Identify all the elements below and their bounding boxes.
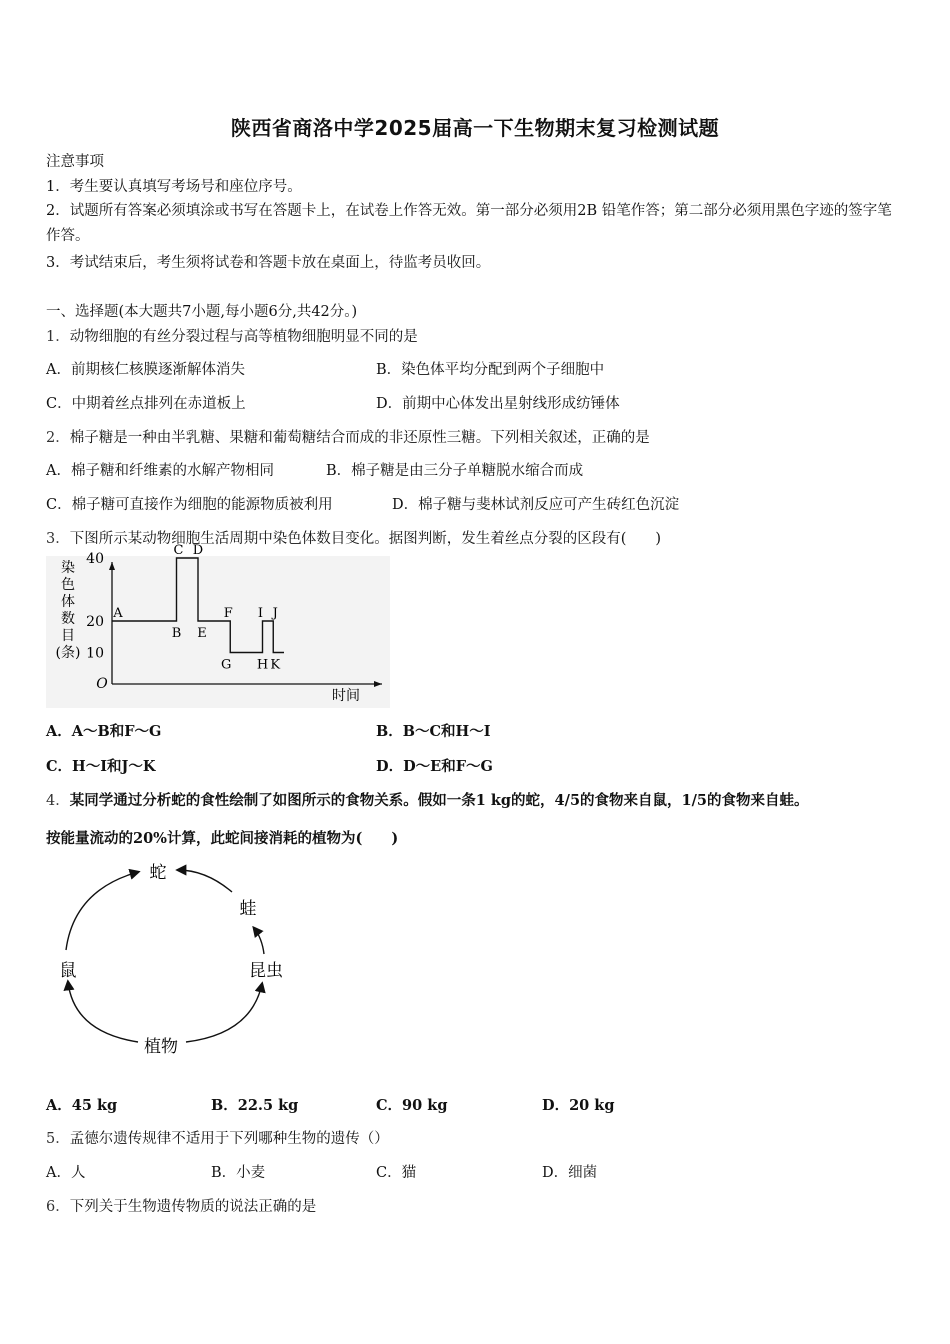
q3-option-c[interactable]: C．H～I和J～K <box>46 758 156 775</box>
question-5 <box>46 1129 389 1149</box>
q4-option-d[interactable]: D．20 kg <box>542 1097 615 1114</box>
q1-option-b[interactable]: B．染色体平均分配到两个子细胞中 <box>376 362 605 378</box>
y-tick-label: 20 <box>86 614 104 630</box>
origin-label: O <box>96 676 108 692</box>
question-stem: 孟德尔遗传规律不适用于下列哪种生物的遗传（） <box>69 1131 389 1147</box>
chromosome-chart <box>46 543 390 708</box>
question-stem: 棉子糖是一种由半乳糖、果糖和葡萄糖结合而成的非还原性三糖。下列相关叙述，正确的是 <box>69 430 650 446</box>
question-3 <box>46 529 661 549</box>
point-label-G: G <box>221 657 232 673</box>
q5-option-d[interactable]: D．细菌 <box>542 1165 598 1181</box>
question-1 <box>46 327 418 347</box>
arrow-plant-to-insect <box>186 984 262 1042</box>
notice-item-3: 3．考试结束后，考生须将试卷和答题卡放在桌面上，待监考员收回。 <box>46 255 491 271</box>
y-tick-label: 40 <box>86 551 104 567</box>
q1-option-d[interactable]: D．前期中心体发出星射线形成纺锤体 <box>376 396 620 412</box>
x-axis-label: 时间 <box>332 688 360 704</box>
point-label-E: E <box>197 626 207 641</box>
question-number: 5． <box>46 1131 70 1147</box>
question-number: 6． <box>46 1199 70 1215</box>
arrow-insect-to-frog <box>254 928 264 954</box>
q1-option-c[interactable]: C．中期着丝点排列在赤道板上 <box>46 396 246 412</box>
y-axis-label-char: 色 <box>61 577 75 593</box>
y-axis-label-char: (条) <box>55 645 81 661</box>
notice-item-2: 2．试题所有答案必须填涂或书写在答题卡上，在试卷上作答无效。第一部分必须用2B 铅笔作答；第二部分必须用黑色字迹的签字笔作答。 <box>46 203 892 244</box>
question-number: 2． <box>46 430 70 446</box>
q5-option-b[interactable]: B．小麦 <box>211 1165 266 1181</box>
section-heading: 一、选择题(本大题共7小题,每小题6分,共42分。) <box>46 304 358 320</box>
q3-option-b[interactable]: B．B～C和H～I <box>376 723 491 740</box>
question-number: 1． <box>46 329 70 345</box>
arrow-mouse-to-snake <box>66 872 138 950</box>
y-tick-label: 10 <box>86 645 104 662</box>
question-6 <box>46 1197 316 1217</box>
page-title: 陕西省商洛中学2025届高一下生物期末复习检测试题 <box>230 116 720 140</box>
q2-option-a[interactable]: A．棉子糖和纤维素的水解产物相同 <box>46 463 274 479</box>
question-number: 3． <box>46 531 70 547</box>
question-stem-part1: 某同学通过分析蛇的食性绘制了如图所示的食物关系。假如一条1 kg的蛇，4/5的食物来自鼠，1/5的食物来自蛙。 <box>69 792 809 809</box>
q4-option-b[interactable]: B．22.5 kg <box>211 1097 299 1114</box>
q3-option-a[interactable]: A．A～B和F～G <box>46 723 162 740</box>
y-axis-label-char: 目 <box>61 628 75 644</box>
question-2 <box>46 428 650 448</box>
point-label-F: F <box>223 606 233 621</box>
node-mouse: 鼠 <box>59 961 77 981</box>
point-label-C: C <box>173 543 184 558</box>
point-label-J: J <box>272 606 278 621</box>
food-web-diagram <box>46 852 306 1062</box>
point-label-H: H <box>256 657 269 673</box>
point-label-K: K <box>270 657 281 673</box>
node-frog: 蛙 <box>239 899 257 919</box>
q2-option-c[interactable]: C．棉子糖可直接作为细胞的能源物质被利用 <box>46 497 333 513</box>
q3-option-d[interactable]: D．D～E和F～G <box>376 758 493 775</box>
node-insect: 昆虫 <box>249 961 283 981</box>
node-plant: 植物 <box>144 1037 178 1057</box>
y-axis-label-char: 染 <box>61 560 75 576</box>
point-label-I: I <box>257 606 264 621</box>
point-label-B: B <box>171 626 182 641</box>
point-label-D: D <box>192 543 204 558</box>
notice-item-1: 1．考生要认真填写考场号和座位序号。 <box>46 179 302 195</box>
question-stem: 下列关于生物遗传物质的说法正确的是 <box>69 1199 317 1215</box>
q5-option-c[interactable]: C．猫 <box>376 1165 417 1181</box>
question-stem: 下图所示某动物细胞生活周期中染色体数目变化。据图判断，发生着丝点分裂的区段有( ) <box>69 531 662 547</box>
question-stem: 动物细胞的有丝分裂过程与高等植物细胞明显不同的是 <box>69 329 418 345</box>
y-axis-label-char: 数 <box>61 611 75 627</box>
question-number: 4． <box>46 793 70 809</box>
question-4 <box>46 791 809 811</box>
q4-option-c[interactable]: C．90 kg <box>376 1097 448 1114</box>
q2-option-b[interactable]: B．棉子糖是由三分子单糖脱水缩合而成 <box>326 463 584 479</box>
y-axis-label-char: 体 <box>61 594 75 610</box>
notice-heading: 注意事项 <box>46 154 104 170</box>
q4-option-a[interactable]: A．45 kg <box>46 1097 118 1114</box>
arrow-plant-to-mouse <box>68 982 138 1042</box>
question-4-continued: 按能量流动的20%计算，此蛇间接消耗的植物为( ) <box>46 830 399 847</box>
point-label-A: A <box>113 606 123 621</box>
node-snake: 蛇 <box>149 863 167 883</box>
q2-option-d[interactable]: D．棉子糖与斐林试剂反应可产生砖红色沉淀 <box>392 497 680 513</box>
q1-option-a[interactable]: A．前期核仁核膜逐渐解体消失 <box>46 362 245 378</box>
q5-option-a[interactable]: A．人 <box>46 1165 86 1181</box>
arrow-frog-to-snake <box>178 870 232 892</box>
